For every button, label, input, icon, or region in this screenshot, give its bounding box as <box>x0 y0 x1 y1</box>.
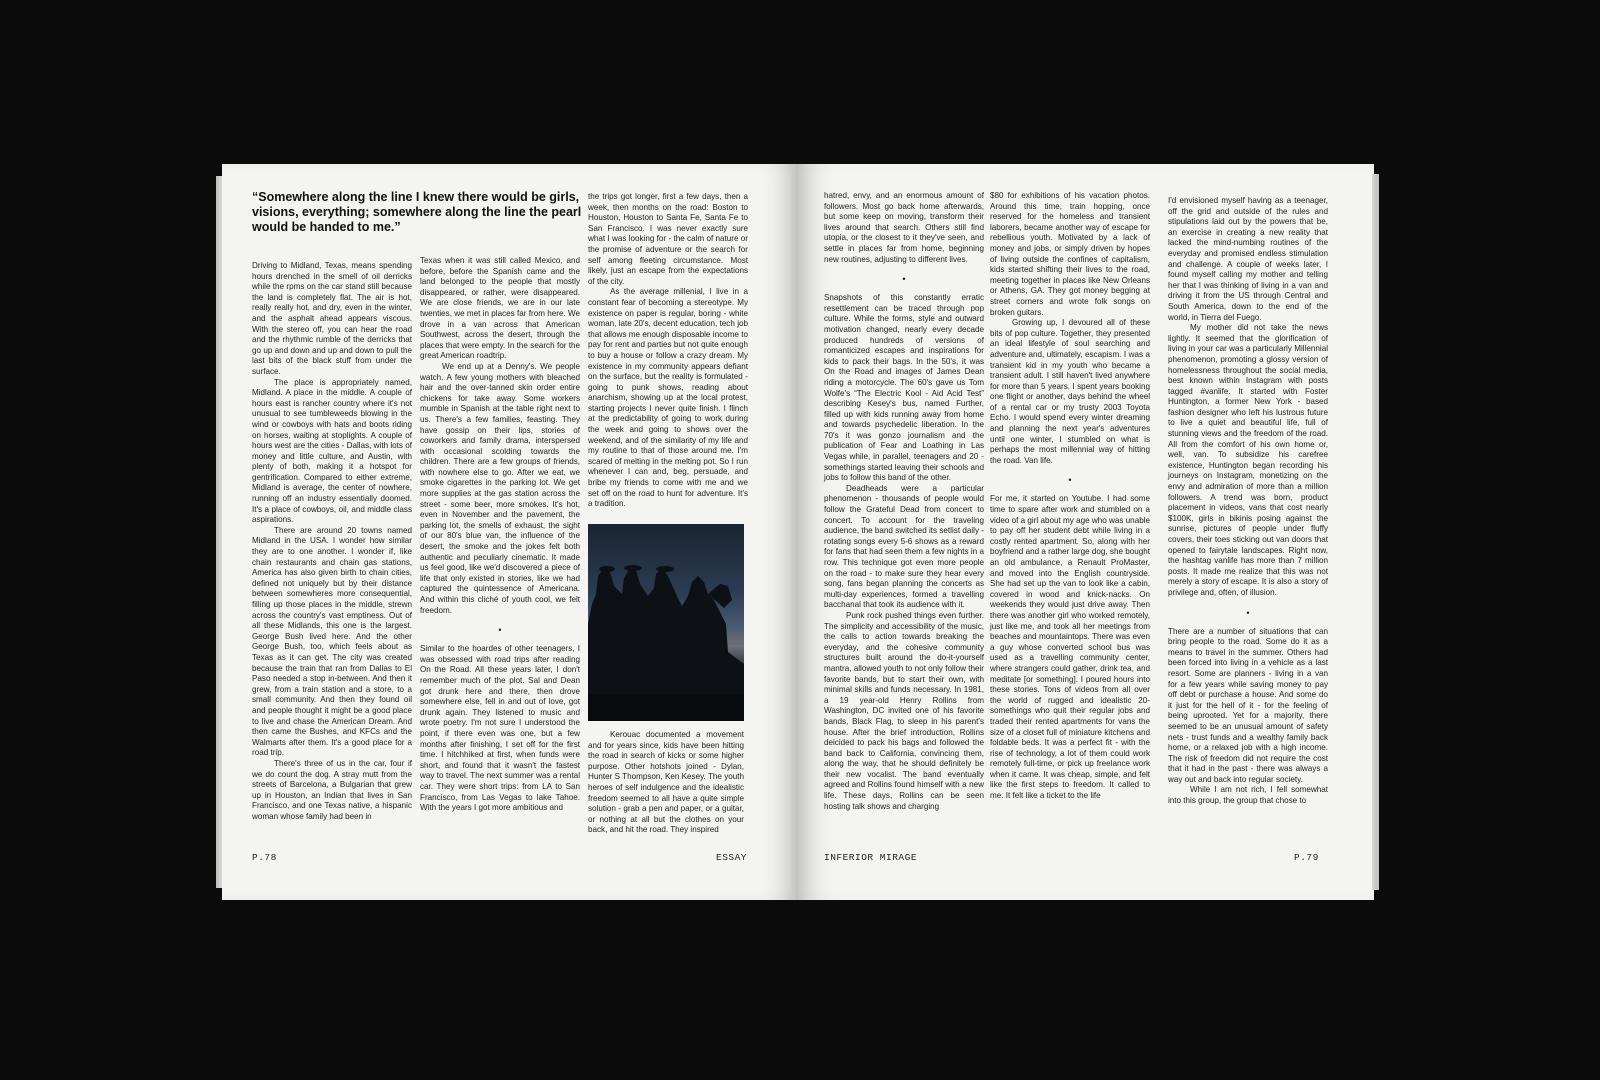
paragraph: We end up at a Denny's. We people watch. A few young mothers with bleached hair and the over-tanned skin order entire chickens for take away. Some workers mumble in Spanish at the table right next to us. There's a few families, feasting. They have gossip on their lips, stories of coworkers and family drama, interspersed with occasional scolding towards the children. There are a few groups of friends, with nowhere else to go. After we eat, we smoke cigarettes in the parking lot. We get more supplies at the gas station across the street - some beer, more smokes. It's hot, even in November and the pavement, the parking lot, the smells of exhaust, the sight of our 80's blue van, the influence of the desert, the smoke and the jokes felt both authentic and peculiarly cinematic. It made us feel good, like we'd discovered a piece of life that only existed in stories, like we had captured the quintessence of Americana. And within this cliché of youth cool, we felt freedom. <box>420 361 580 615</box>
paragraph: Kerouac documented a movement and for years since, kids have been hitting the road in search of kicks or some higher purpose. Other hotshots joined - Dylan, Hunter S Thompson, Ken Kesey. The youth heroes of self indulgence and the idealistic freedom seemed to all have a quite simple solution - grab a pen and paper, or a guitar, or nothing at all but the clothes on your back, and hit the road. They inspired <box>588 730 744 835</box>
paragraph: For me, it started on Youtube. I had some time to spare after work and stumbled on a video of a girl about my age who was unable to pay off her student debt while living in a costly rented apartment. So, along with her boyfriend and a rather large dog, she bought an old ambulance, a Renault ProMaster, and moved into the English countryside. She had set up the van to look like a cabin, covered in wood and knick-nacks. On weekends they would just drive away. Then there was another girl who worked remotely, just like me, and took all her meetings from beaches and mountaintops. There was even a guy whose converted school bus was used as a travelling community center, where strangers could gather, drink tea, and meditate [or something]. I poured hours into these stories. Tons of videos from all over the world of rugged and idealistic 20-somethings who quit their regular jobs and traded their rented apartments for vans the size of a closet full of miniature kitchens and foldable beds. It was a perfect fit - with the rise of technology, a lot of them could work remotely full-time, or pick up freelance work when it came. It was cheap, simple, and felt like the first steps to freedom. It called to me. It felt like a ticket to the life <box>990 494 1150 801</box>
paragraph: Snapshots of this constantly erratic resettlement can be traced through pop culture. While the forms, style and outward motivation changed, nearly every decade produced hundreds of versions of romanticized escapes and inspirations for kids to pack their bags. In the 50's, it was On the Road and images of James Dean riding a motorcycle. The 60's gave us Tom Wolfe's “The Electric Kool - Aid Acid Test” describing Kesey's bus, named Further, filled up with kids running away from home and towards psychedelic liberation. In the 70's it was gonzo journalism and the publication of Fear and Loathing in Las Vegas while, in parallel, teenagers and 20 - somethings started leaving their schools and jobs to follow this band of the other. <box>824 293 984 483</box>
section-separator: • <box>902 274 906 285</box>
page-number-right: P.79 <box>1294 852 1319 863</box>
section-name: ESSAY <box>716 852 748 863</box>
paragraph: Similar to the hoardes of other teenagers, I was obsessed with road trips after reading On the Road. All these years later, I don't remember much of the plot. Sal and Dean got drunk here and there, then drove somewhere else, fell in and out of love, got drunk again. They listened to music and wrote poetry. I'm not sure I understood the point, if there even was one, but a few months after finishing, I set off for the first time. I hitchhiked at first, when funds were short, and found that it wasn't the fastest way to travel. The next summer was a rental car. They were short trips: from LA to San Francisco, from Las Vegas to lake Tahoe. With the years I got more ambitious and <box>420 644 580 813</box>
horse-riders-silhouette <box>588 524 744 721</box>
paragraph: the trips got longer, first a few days, then a week, then months on the road: Boston to Houston, Houston to Santa Fe, Santa Fe to San Francisco. I was never exactly sure what I was looking for - the calm of nature or the promise of adventure or the search for self among fleeting circumstance. Most likely, just an escape from the expectations of the city. <box>588 192 748 286</box>
left-column-1 <box>252 261 412 822</box>
left-column-3 <box>588 192 748 510</box>
cowboys-photo <box>588 524 744 721</box>
pull-quote: “Somewhere along the line I knew there would be girls, visions, everything; somewhere along the line the pearl would be handed to me.” <box>252 190 582 234</box>
paragraph: Driving to Midland, Texas, means spending hours drenched in the smell of oil derricks while the rpms on the car stand still because the land is completely flat. The air is hot, really really hot, and dry, even in the winter, and the asphalt ahead appears viscous. With the stereo off, you can hear the road and the rhythmic rumble of the derricks that go up and down and up and down to pull the last bits of the black stuff from under the surface. <box>252 261 412 376</box>
section-separator: • <box>498 625 502 636</box>
left-page <box>222 164 798 900</box>
paragraph: My mother did not take the news lightly. It seemed that the glorification of living in your car was a particularly Millennial phenomenon, promoting a glossy version of homelessness throughout the social media, best known within Instagram with posts tagged #vanlife. It started with Foster Huntington, a former New York - based fashion designer who left his lustrous future to live a quiet and beautiful life, full of stunning views and the freedom of the road. All from the comfort of his own home or, well, van. To subsidize his carefree existence, Huntington began recording his journeys on Instagram, monetizing on the envy and admiration of more than a million followers. A trend was born, product placement in videos, vans that cost nearly $100K, girls in bikinis posing against the sunrise, pictures of people under fluffy covers, their toes sticking out van doors that opened to fairytale landscapes. Right now, the hashtag vanlife has more than 7 million posts. It made me realize that this was not merely a story of escape. It is also a story of privilege and, often, of illusion. <box>1168 323 1328 597</box>
right-column-1 <box>824 191 984 812</box>
right-column-3 <box>1168 196 1328 807</box>
section-separator: • <box>1068 475 1072 486</box>
article-title: INFERIOR MIRAGE <box>824 852 918 863</box>
paragraph: The place is appropriately named, Midland. A place in the middle. A couple of hours east is rancher country where it's not unusual to see tumbleweeds blowing in the wind or cowboys with hats and boots riding on horses, waiting at stoplights. A couple of hours west are the cities - Dallas, with lots of money and little culture, and Austin, with plenty of both, making it a hotspot for gentrification. Compared to either extreme, Midland is average, the center of nowhere, running off an industry essentially doomed. It's a place of cowboys, oil, and middle class aspirations. <box>252 377 412 525</box>
magazine-spread <box>222 164 1374 900</box>
paragraph: Punk rock pushed things even further. The simplicity and accessibility of the music, the calls to action towards breaking the everyday, and the cohesive community structures built around the do-it-yourself mantra, allowed youth to not only follow their favorite bands, but to start their own, with minimal skills and funds necessary. In 1981, a 19 year-old Henry Rollins from Washington, DC invited one of his favorite bands, Black Flag, to sleep in his parent's house. After the brief introduction, Rollins deicided to pack his bags and followed the band back to California, convincing them, along the way, that he should definitely be their new vocalist. The band eventually agreed and Rollins found himself with a new life. These days, Rollins can be seen hosting talk shows and charging <box>824 610 984 811</box>
paragraph: I'd envisioned myself having as a teenager, off the grid and outside of the rules and stipulations laid out by the powers that be, an exercise in creating a new reality that lacked the mind-numbing routines of the everyday and promised endless stimulation and challenge. A couple of weeks later, I found myself calling my mother and telling her that I was thinking of living in a van and driving it from the US through Central and South America, down to the end of the world, in Tierra del Fuego. <box>1168 196 1328 322</box>
photo-caption-column <box>588 730 744 836</box>
paragraph: $80 for exhibitions of his vacation photos. Around this time, train hopping, once reserved for the homeless and transient laborers, became another way of escape for rebellious youth. Motivated by a lack of money and jobs, or simply driven by hopes of living outside the confines of capitalism, kids started shifting their lives to the road, meeting together in places like New Orleans or Athens, GA. They got money begging at street corners and wrote folk songs on broken guitars. <box>990 191 1150 317</box>
paragraph: There are around 20 towns named Midland in the USA. I wonder how similar they are to one another. I wonder if, like chain restaurants and chain gas stations, America has also given birth to chain cities, defined not uniquely but by their distance between somewheres more consequential, filling up those places in the middle, strewn across the country's vast emptiness. Out of all these Midlands, this one is the largest. George Bush lived here. And the other George Bush, too, which feels about as Texas as it can get. The city was created because the train that ran from Dallas to El Paso needed a stop in-between. And then it grew, from a train station and a store, to a small community. And then they found oil and people thought it might be a good place to live and chase the American Dream. And then came the Bushes, and KFCs and the Walmarts after them. It's a good place for a road trip. <box>252 525 412 758</box>
paragraph: hatred, envy, and an enormous amount of followers. Most go back home afterwards, but some keep on moving, transform their lives around that search. Others still find utopia, or the closest to it they've seen, and settle in places far from home, beginning new routines, adjusting to different lives. <box>824 191 984 264</box>
paragraph: Texas when it was still called Mexico, and before, before the Spanish came and the land belonged to the people that mostly disappeared, or rather, were disappeared. We are close friends, we are in our late twenties, we met in places far from here. We drove in a van across that American Southwest, across the desert, through the places that were empty. In the search for the great American roadtrip. <box>420 256 580 361</box>
paragraph: While I am not rich, I fell somewhat into this group, the group that chose to <box>1168 785 1328 806</box>
right-column-2 <box>990 191 1150 802</box>
paragraph: As the average millenial, I live in a constant fear of becoming a stereotype. My existence on paper is regular, boring - white woman, late 20's, decent education, tech job that allows me enough disposable income to pay for rent and parties but not quite enough to buy a house or follow a crazy dream. My existence in my community appears defiant on the surface, but the reality is formulated - going to punk shows, reading about anarchism, showing up at the local protest, starting projects I never quite finish. I flinch at the predictability of going to work during the week and going to shows over the weekend, and of the similarity of my life and my routine to that of those around me. I'm scared of melting in the melting pot. So I run whenever I can and, beg, persuade, and bribe my friends to come with me and we set off on the road to hunt for adventure. It's a tradition. <box>588 287 748 509</box>
paragraph: Deadheads were a particular phenomenon - thousands of people would follow the Grateful Dead from concert to concert. To account for the traveling audience, the band switched its setlist daily - rotating songs every 5-6 shows as a reward for fans that had seen them a few nights in a row. This technique got even more people on the road - to make sure they hear every song, fans began planning the concerts as multi-day experiences, formed a travelling bacchanal that took its audience with it. <box>824 483 984 610</box>
paragraph: Growing up, I devoured all of these bits of pop culture. Together, they presented an ideal lifestyle of soul searching and adventure and, ultimately, escapism. I was a transient kid in my youth who became a transient adult. I still haven't lived anywhere for more than 5 years. I spent years booking one flight or another, days behind the wheel of a rental car or my trusty 2003 Toyota Echo. I would spend every winter dreaming and planning the next year's adventures until one winter, I stumbled on what is perhaps the most millennial way of hitting the road. Van life. <box>990 318 1150 465</box>
page-edge-right <box>1372 174 1379 890</box>
paragraph: There's three of us in the car, four if we do count the dog. A stray mutt from the streets of Barcelona, a Bulgarian that grew up in Houston, an Indian that lives in San Francisco, and one Texas native, a hispanic woman whose family had been in <box>252 758 412 821</box>
section-separator: • <box>1246 607 1250 618</box>
paragraph: There are a number of situations that can bring people to the road. Some do it as a means to travel in the summer. Others had been forced into living in a vehicle as a last resort. Some are planners - living in a van for a few years while saving money to pay off debt or purchase a house. And some do it just for the hell of it - for the feeling of being uprooted. Yet for a majority, there seemed to be an unusual amount of safety nets - trust funds and a wealthy family back home, or a relaxed job with a high income. The risk of freedom did not require the cost that it had in the past - there was always a way out and back into regular society. <box>1168 626 1328 784</box>
page-number-left: P.78 <box>252 852 277 863</box>
right-page <box>798 164 1374 900</box>
left-column-2 <box>420 256 580 814</box>
